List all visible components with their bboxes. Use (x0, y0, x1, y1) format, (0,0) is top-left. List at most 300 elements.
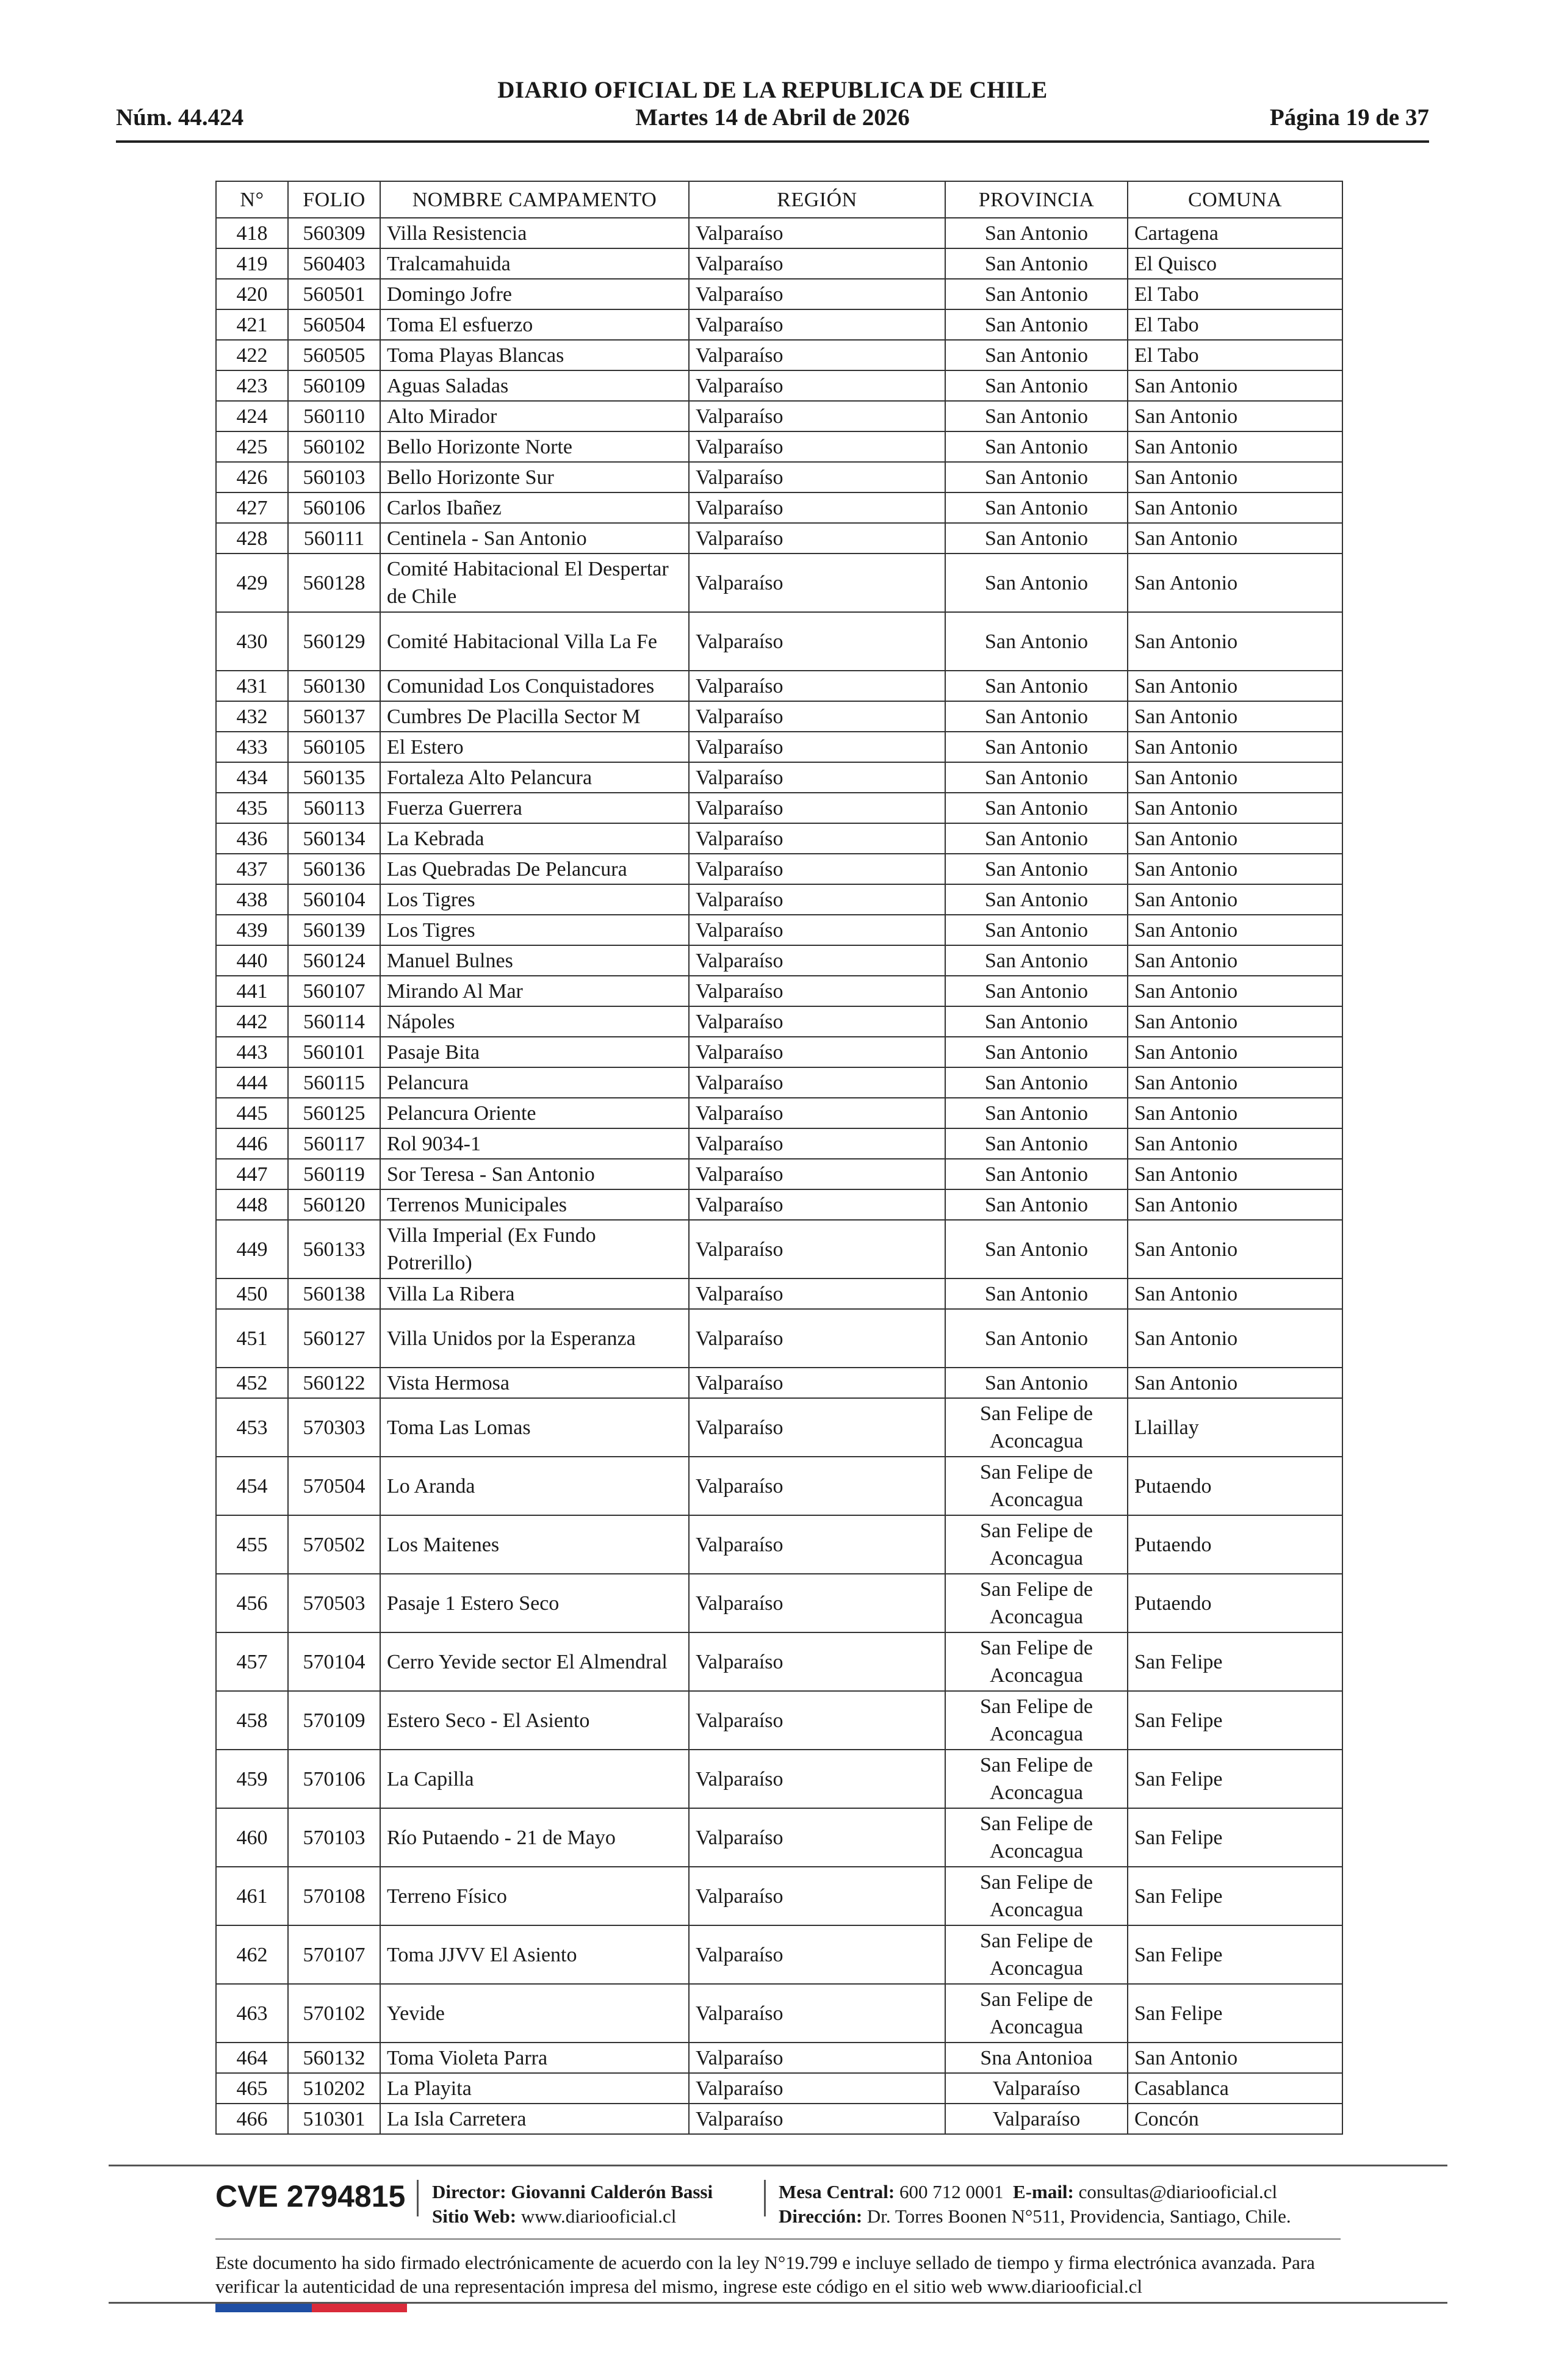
cell-commune: El Tabo (1128, 279, 1342, 309)
cell-province: San Antonio (945, 823, 1128, 854)
table-row (216, 1067, 1342, 1098)
cell-number: 443 (216, 1037, 288, 1067)
table-row (216, 1808, 1342, 1867)
cell-folio: 560107 (288, 976, 380, 1006)
cell-folio: 560119 (288, 1159, 380, 1189)
cell-province: San Felipe de Aconcagua (945, 1574, 1128, 1632)
table-row (216, 401, 1342, 431)
cell-province: San Felipe de Aconcagua (945, 1750, 1128, 1808)
cell-name: Rol 9034-1 (380, 1128, 689, 1159)
cell-commune: San Antonio (1128, 732, 1342, 762)
table-row (216, 2043, 1342, 2073)
cell-folio: 560134 (288, 823, 380, 854)
cell-province: San Antonio (945, 915, 1128, 945)
cell-number: 420 (216, 279, 288, 309)
address-text: Dr. Torres Boonen N°511, Providencia, Santiago, Chile. (866, 2205, 1291, 2227)
cell-number: 455 (216, 1515, 288, 1574)
cell-commune: San Felipe (1128, 1691, 1342, 1750)
cell-folio: 560102 (288, 431, 380, 462)
email-label: E-mail: (1013, 2181, 1074, 2202)
cell-commune: San Felipe (1128, 1925, 1342, 1984)
cell-folio: 560505 (288, 340, 380, 370)
table-row (216, 793, 1342, 823)
cell-number: 424 (216, 401, 288, 431)
table-row (216, 945, 1342, 976)
cell-folio: 560127 (288, 1309, 380, 1368)
cell-region: Valparaíso (689, 1691, 945, 1750)
cell-name: Fuerza Guerrera (380, 793, 689, 823)
cell-name: Centinela - San Antonio (380, 523, 689, 554)
table-row (216, 1515, 1342, 1574)
cell-province: San Antonio (945, 1067, 1128, 1098)
footer-divider (109, 2165, 1447, 2166)
cell-number: 454 (216, 1457, 288, 1515)
cell-folio: 560114 (288, 1006, 380, 1037)
cell-folio: 560124 (288, 945, 380, 976)
cell-name: Villa Unidos por la Esperanza (380, 1309, 689, 1368)
cell-folio: 570102 (288, 1984, 380, 2043)
publication-title: DIARIO OFICIAL DE LA REPUBLICA DE CHILE (497, 77, 1048, 103)
cell-folio: 560101 (288, 1037, 380, 1067)
cell-name: Villa Imperial (Ex Fundo Potrerillo) (380, 1220, 689, 1278)
cell-province: San Antonio (945, 309, 1128, 340)
cell-province: Valparaíso (945, 2104, 1128, 2134)
cell-name: Toma Violeta Parra (380, 2043, 689, 2073)
cell-region: Valparaíso (689, 492, 945, 523)
cell-folio: 570107 (288, 1925, 380, 1984)
cell-name: Fortaleza Alto Pelancura (380, 762, 689, 793)
cell-region: Valparaíso (689, 1867, 945, 1925)
cell-province: San Antonio (945, 218, 1128, 248)
cell-name: Cumbres De Placilla Sector M (380, 701, 689, 732)
cell-name: Vista Hermosa (380, 1368, 689, 1398)
website-link[interactable]: www.diariooficial.cl (520, 2205, 677, 2227)
cell-region: Valparaíso (689, 309, 945, 340)
cell-number: 462 (216, 1925, 288, 1984)
cell-number: 459 (216, 1750, 288, 1808)
cell-commune: San Antonio (1128, 523, 1342, 554)
footer-divider (215, 2238, 1341, 2240)
table-row (216, 1457, 1342, 1515)
cell-province: San Antonio (945, 854, 1128, 884)
table-row (216, 1368, 1342, 1398)
table-row (216, 854, 1342, 884)
cell-name: Pelancura Oriente (380, 1098, 689, 1128)
cell-number: 426 (216, 462, 288, 492)
issue-date: Martes 14 de Abril de 2026 (635, 104, 910, 131)
cell-folio: 560109 (288, 370, 380, 401)
cell-number: 439 (216, 915, 288, 945)
cell-commune: Putaendo (1128, 1515, 1342, 1574)
cell-commune: El Quisco (1128, 248, 1342, 279)
cell-commune: San Antonio (1128, 1278, 1342, 1309)
cell-commune: San Felipe (1128, 1632, 1342, 1691)
cell-region: Valparaíso (689, 1189, 945, 1220)
cell-commune: San Antonio (1128, 884, 1342, 915)
cell-name: Estero Seco - El Asiento (380, 1691, 689, 1750)
table-row (216, 1098, 1342, 1128)
table-row (216, 1037, 1342, 1067)
table-row (216, 248, 1342, 279)
cell-commune: Casablanca (1128, 2073, 1342, 2104)
cell-region: Valparaíso (689, 248, 945, 279)
table-row (216, 340, 1342, 370)
cell-region: Valparaíso (689, 1067, 945, 1098)
cell-region: Valparaíso (689, 1457, 945, 1515)
table-row (216, 1278, 1342, 1309)
cell-folio: 560104 (288, 884, 380, 915)
cell-region: Valparaíso (689, 1632, 945, 1691)
director-name: Giovanni Calderón Bassi (511, 2181, 713, 2202)
cell-region: Valparaíso (689, 554, 945, 612)
table-row (216, 701, 1342, 732)
cell-folio: 560132 (288, 2043, 380, 2073)
cell-name: Los Tigres (380, 884, 689, 915)
cell-commune: San Antonio (1128, 1220, 1342, 1278)
cell-number: 433 (216, 732, 288, 762)
cell-commune: San Antonio (1128, 671, 1342, 701)
table-row (216, 884, 1342, 915)
cell-province: San Antonio (945, 1309, 1128, 1368)
cell-number: 432 (216, 701, 288, 732)
cell-province: San Antonio (945, 248, 1128, 279)
cell-commune: San Antonio (1128, 762, 1342, 793)
table-row (216, 1750, 1342, 1808)
cell-name: Las Quebradas De Pelancura (380, 854, 689, 884)
cell-folio: 560122 (288, 1368, 380, 1398)
column-header-name: NOMBRE CAMPAMENTO (380, 181, 689, 218)
table-row (216, 279, 1342, 309)
table-row (216, 1398, 1342, 1457)
cell-commune: San Antonio (1128, 370, 1342, 401)
cell-name: Domingo Jofre (380, 279, 689, 309)
cell-commune: Concón (1128, 2104, 1342, 2134)
cell-folio: 560110 (288, 401, 380, 431)
cell-province: San Felipe de Aconcagua (945, 1457, 1128, 1515)
cell-folio: 560403 (288, 248, 380, 279)
cell-commune: San Antonio (1128, 401, 1342, 431)
cell-name: Lo Aranda (380, 1457, 689, 1515)
cell-folio: 570106 (288, 1750, 380, 1808)
cell-name: Comité Habitacional Villa La Fe (380, 612, 689, 671)
cell-name: La Isla Carretera (380, 2104, 689, 2134)
cell-commune: Putaendo (1128, 1574, 1342, 1632)
table-row (216, 671, 1342, 701)
cell-region: Valparaíso (689, 1309, 945, 1368)
cell-commune: Putaendo (1128, 1457, 1342, 1515)
cell-region: Valparaíso (689, 1220, 945, 1278)
cell-region: Valparaíso (689, 945, 945, 976)
cell-province: San Antonio (945, 701, 1128, 732)
cell-province: San Felipe de Aconcagua (945, 1984, 1128, 2043)
table-row (216, 2104, 1342, 2134)
table-row (216, 2073, 1342, 2104)
cell-name: Río Putaendo - 21 de Mayo (380, 1808, 689, 1867)
cell-name: Bello Horizonte Norte (380, 431, 689, 462)
table-row (216, 1006, 1342, 1037)
cell-region: Valparaíso (689, 1984, 945, 2043)
cell-region: Valparaíso (689, 1006, 945, 1037)
cell-name: Villa La Ribera (380, 1278, 689, 1309)
page-header (116, 76, 1429, 143)
footer-separator (764, 2180, 766, 2216)
cell-province: San Antonio (945, 1098, 1128, 1128)
cell-number: 434 (216, 762, 288, 793)
cell-commune: El Tabo (1128, 340, 1342, 370)
cell-number: 438 (216, 884, 288, 915)
cell-folio: 570104 (288, 1632, 380, 1691)
cell-folio: 560115 (288, 1067, 380, 1098)
cell-province: San Antonio (945, 945, 1128, 976)
cell-number: 448 (216, 1189, 288, 1220)
cell-folio: 560113 (288, 793, 380, 823)
campamentos-table (215, 181, 1343, 2135)
cell-commune: San Antonio (1128, 915, 1342, 945)
website-label: Sitio Web: (432, 2205, 517, 2227)
cell-region: Valparaíso (689, 2104, 945, 2134)
cell-number: 430 (216, 612, 288, 671)
cell-number: 451 (216, 1309, 288, 1368)
cell-name: Alto Mirador (380, 401, 689, 431)
table-row (216, 762, 1342, 793)
cell-folio: 570109 (288, 1691, 380, 1750)
cell-province: San Antonio (945, 612, 1128, 671)
cell-name: Cerro Yevide sector El Almendral (380, 1632, 689, 1691)
cell-region: Valparaíso (689, 1925, 945, 1984)
director-label: Director: (432, 2181, 506, 2202)
cell-number: 418 (216, 218, 288, 248)
cell-name: La Capilla (380, 1750, 689, 1808)
cell-commune: San Felipe (1128, 1808, 1342, 1867)
cell-province: Valparaíso (945, 2073, 1128, 2104)
cell-folio: 560128 (288, 554, 380, 612)
cell-number: 436 (216, 823, 288, 854)
table-row (216, 1309, 1342, 1368)
cell-number: 447 (216, 1159, 288, 1189)
cell-name: Nápoles (380, 1006, 689, 1037)
cell-region: Valparaíso (689, 793, 945, 823)
cell-number: 429 (216, 554, 288, 612)
cell-folio: 560309 (288, 218, 380, 248)
cve-code: CVE 2794815 (215, 2179, 406, 2213)
cell-folio: 560135 (288, 762, 380, 793)
cell-number: 456 (216, 1574, 288, 1632)
cell-folio: 560117 (288, 1128, 380, 1159)
cell-folio: 560103 (288, 462, 380, 492)
cell-commune: San Antonio (1128, 1189, 1342, 1220)
cell-province: San Felipe de Aconcagua (945, 1632, 1128, 1691)
cell-number: 442 (216, 1006, 288, 1037)
cell-folio: 560111 (288, 523, 380, 554)
cell-province: San Antonio (945, 1189, 1128, 1220)
header-divider (116, 140, 1429, 143)
cell-name: Aguas Saladas (380, 370, 689, 401)
cell-commune: San Antonio (1128, 1037, 1342, 1067)
cell-region: Valparaíso (689, 823, 945, 854)
email-link[interactable]: consultas@diariooficial.cl (1078, 2181, 1278, 2202)
cell-province: San Antonio (945, 793, 1128, 823)
table-row (216, 1691, 1342, 1750)
cell-province: San Antonio (945, 279, 1128, 309)
cell-number: 461 (216, 1867, 288, 1925)
issue-number: Núm. 44.424 (116, 104, 244, 131)
cell-number: 450 (216, 1278, 288, 1309)
cell-number: 464 (216, 2043, 288, 2073)
table-row (216, 1867, 1342, 1925)
cell-commune: Cartagena (1128, 218, 1342, 248)
cell-region: Valparaíso (689, 1574, 945, 1632)
cell-province: San Antonio (945, 340, 1128, 370)
cell-commune: San Antonio (1128, 823, 1342, 854)
flag-stripe-blue (215, 2304, 312, 2312)
cell-region: Valparaíso (689, 701, 945, 732)
cell-folio: 570103 (288, 1808, 380, 1867)
cell-name: El Estero (380, 732, 689, 762)
cell-commune: San Antonio (1128, 1098, 1342, 1128)
cell-number: 437 (216, 854, 288, 884)
cell-name: Pelancura (380, 1067, 689, 1098)
cell-commune: San Antonio (1128, 462, 1342, 492)
legal-notice: Este documento ha sido firmado electrónicamente de acuerdo con la ley N°19.799 e incluye sellado de tiempo y firma electrónica avanzada. Para verificar la autenticidad de una representación impresa del mismo, ingrese este código en el sitio web www.diariooficial.cl (215, 2252, 1315, 2297)
cell-province: San Felipe de Aconcagua (945, 1398, 1128, 1457)
cell-commune: El Tabo (1128, 309, 1342, 340)
cell-number: 440 (216, 945, 288, 976)
cell-name: Comunidad Los Conquistadores (380, 671, 689, 701)
table-row (216, 915, 1342, 945)
cell-region: Valparaíso (689, 2043, 945, 2073)
phone-number: 600 712 0001 (899, 2181, 1004, 2202)
cell-commune: San Antonio (1128, 1309, 1342, 1368)
phone-label: Mesa Central: (779, 2181, 895, 2202)
cell-folio: 560130 (288, 671, 380, 701)
cell-name: Los Maitenes (380, 1515, 689, 1574)
cell-folio: 560105 (288, 732, 380, 762)
cell-region: Valparaíso (689, 279, 945, 309)
cell-number: 431 (216, 671, 288, 701)
flag-stripe-red (312, 2304, 407, 2312)
table-row (216, 431, 1342, 462)
table-row (216, 523, 1342, 554)
table-row (216, 1220, 1342, 1278)
table-row (216, 492, 1342, 523)
cell-commune: Llaillay (1128, 1398, 1342, 1457)
table-header-row (216, 181, 1342, 218)
cell-name: Pasaje 1 Estero Seco (380, 1574, 689, 1632)
cell-name: Mirando Al Mar (380, 976, 689, 1006)
cell-region: Valparaíso (689, 1278, 945, 1309)
cell-name: Toma Playas Blancas (380, 340, 689, 370)
cell-region: Valparaíso (689, 976, 945, 1006)
table-row (216, 732, 1342, 762)
table-row (216, 976, 1342, 1006)
cell-folio: 560138 (288, 1278, 380, 1309)
cell-province: San Antonio (945, 1278, 1128, 1309)
table-row (216, 1128, 1342, 1159)
cell-number: 422 (216, 340, 288, 370)
cell-number: 423 (216, 370, 288, 401)
cell-region: Valparaíso (689, 1037, 945, 1067)
cell-folio: 570504 (288, 1457, 380, 1515)
cell-province: San Antonio (945, 431, 1128, 462)
cell-region: Valparaíso (689, 1398, 945, 1457)
cell-province: San Antonio (945, 671, 1128, 701)
column-header-folio: FOLIO (288, 181, 380, 218)
cell-region: Valparaíso (689, 1515, 945, 1574)
cell-region: Valparaíso (689, 1128, 945, 1159)
cell-name: Comité Habitacional El Despertar de Chile (380, 554, 689, 612)
cell-number: 441 (216, 976, 288, 1006)
cell-commune: San Antonio (1128, 976, 1342, 1006)
cell-number: 419 (216, 248, 288, 279)
cell-folio: 560137 (288, 701, 380, 732)
cell-region: Valparaíso (689, 671, 945, 701)
cell-region: Valparaíso (689, 1750, 945, 1808)
cell-name: Bello Horizonte Sur (380, 462, 689, 492)
cell-folio: 570503 (288, 1574, 380, 1632)
cell-commune: San Antonio (1128, 1128, 1342, 1159)
cell-province: San Antonio (945, 976, 1128, 1006)
cell-folio: 560129 (288, 612, 380, 671)
cell-province: San Antonio (945, 1368, 1128, 1398)
cell-number: 465 (216, 2073, 288, 2104)
table-row (216, 1984, 1342, 2043)
footer-separator (417, 2180, 419, 2216)
director-block (432, 2180, 713, 2229)
cell-folio: 570303 (288, 1398, 380, 1457)
table-row (216, 554, 1342, 612)
page-number: Página 19 de 37 (1269, 104, 1429, 131)
cell-name: Pasaje Bita (380, 1037, 689, 1067)
cell-number: 446 (216, 1128, 288, 1159)
cell-region: Valparaíso (689, 1159, 945, 1189)
cell-folio: 570108 (288, 1867, 380, 1925)
cell-region: Valparaíso (689, 732, 945, 762)
cell-folio: 560120 (288, 1189, 380, 1220)
cell-province: San Antonio (945, 1128, 1128, 1159)
cell-province: San Antonio (945, 554, 1128, 612)
cell-name: Villa Resistencia (380, 218, 689, 248)
table-row (216, 218, 1342, 248)
cell-number: 453 (216, 1398, 288, 1457)
cell-number: 421 (216, 309, 288, 340)
cell-commune: San Felipe (1128, 1750, 1342, 1808)
cell-name: Toma El esfuerzo (380, 309, 689, 340)
cell-region: Valparaíso (689, 884, 945, 915)
cell-commune: San Antonio (1128, 701, 1342, 732)
cell-folio: 560501 (288, 279, 380, 309)
cell-province: San Antonio (945, 732, 1128, 762)
cell-province: San Antonio (945, 1159, 1128, 1189)
cell-folio: 560125 (288, 1098, 380, 1128)
cell-number: 457 (216, 1632, 288, 1691)
cell-name: Los Tigres (380, 915, 689, 945)
cell-commune: San Antonio (1128, 554, 1342, 612)
cell-region: Valparaíso (689, 1808, 945, 1867)
cell-number: 444 (216, 1067, 288, 1098)
column-header-region: REGIÓN (689, 181, 945, 218)
table-row (216, 612, 1342, 671)
table-body (216, 218, 1342, 2134)
cell-name: Yevide (380, 1984, 689, 2043)
cell-commune: San Antonio (1128, 1006, 1342, 1037)
table-row (216, 370, 1342, 401)
cell-commune: San Antonio (1128, 1368, 1342, 1398)
cell-region: Valparaíso (689, 915, 945, 945)
cell-commune: San Antonio (1128, 431, 1342, 462)
cell-region: Valparaíso (689, 612, 945, 671)
cell-province: San Antonio (945, 1006, 1128, 1037)
cell-number: 458 (216, 1691, 288, 1750)
